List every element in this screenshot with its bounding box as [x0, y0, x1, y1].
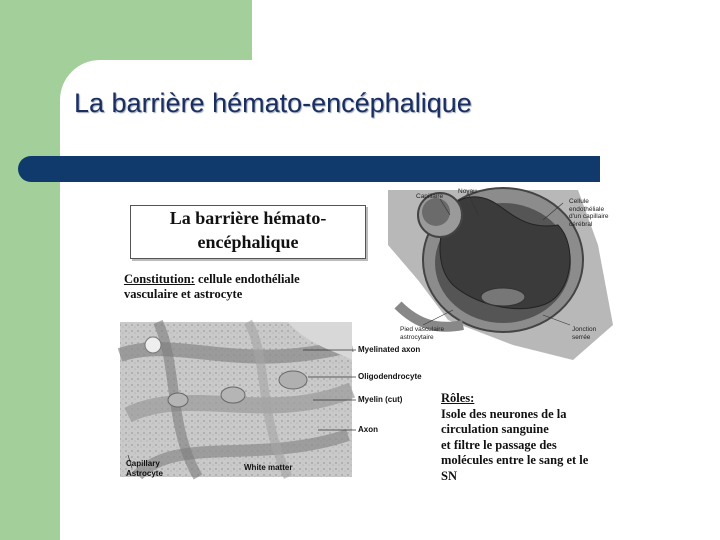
roles-line: Isole des neurones de la — [441, 406, 567, 421]
label-noyau: Noyau — [458, 188, 477, 195]
roles-line: molécules entre le sang et le — [441, 453, 589, 467]
label-cellule: Cellule endothéliale d'un capillaire cérébral — [569, 198, 609, 228]
figure-title-box — [130, 205, 366, 259]
label-pied-vasculaire: Pied vasculaire astrocytaire — [400, 326, 445, 341]
white-matter-illustration — [120, 322, 352, 477]
constitution-label: Constitution: — [124, 272, 195, 286]
label-oligodendrocyte: Oligodendrocyte — [358, 372, 422, 381]
label-axon: Axon — [358, 425, 378, 434]
label-myelin-cut: Myelin (cut) — [358, 395, 403, 404]
label-capillaire: Capillaire — [416, 193, 444, 200]
label-jonction: Jonction serrée — [572, 326, 597, 341]
roles-text — [441, 391, 619, 484]
background-green-strip — [0, 0, 60, 540]
label-astrocyte: Astrocyte — [126, 469, 163, 478]
label-white-matter: White matter — [244, 463, 293, 472]
roles-line: SN — [441, 468, 457, 483]
constitution-text-2: vasculaire et astrocyte — [124, 287, 243, 301]
roles-label: Rôles: — [441, 391, 475, 405]
constitution-text — [124, 272, 364, 302]
figure-title-line1: La barrière hémato- — [169, 208, 327, 228]
constitution-text-1: cellule endothéliale — [194, 272, 300, 286]
figure-title-line2: encéphalique — [197, 232, 299, 252]
label-capillary: Capillary — [126, 459, 160, 468]
label-myelinated-axon: Myelinated axon — [358, 345, 421, 354]
roles-line: circulation sanguine — [441, 422, 549, 436]
title-divider-bar — [18, 156, 600, 182]
slide-title: La barrière hémato-encéphalique — [74, 88, 472, 118]
roles-line: et filtre le passage des — [441, 437, 557, 452]
